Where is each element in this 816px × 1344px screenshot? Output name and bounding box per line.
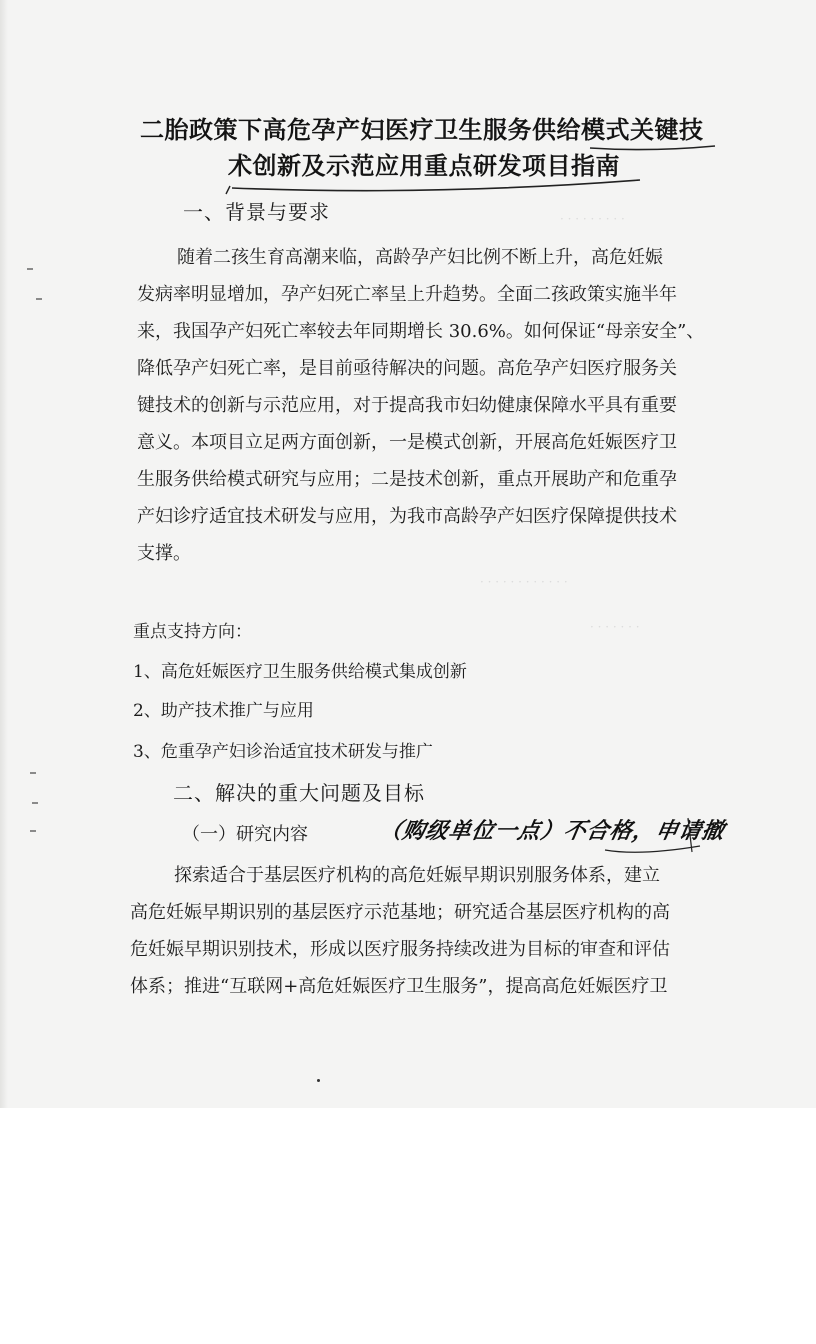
paragraph-line: 随着二孩生育高潮来临，高龄孕产妇比例不断上升，高危妊娠 bbox=[177, 247, 663, 268]
paragraph-line: 高危妊娠早期识别的基层医疗示范基地；研究适合基层医疗机构的高 bbox=[130, 902, 670, 923]
section2-paragraph bbox=[130, 857, 670, 1005]
scan-edge bbox=[0, 0, 8, 1108]
section1-heading: 一、背景与要求 bbox=[183, 200, 330, 224]
paragraph-line: 体系；推进“互联网+高危妊娠医疗卫生服务”，提高高危妊娠医疗卫 bbox=[130, 976, 668, 997]
section1-paragraph bbox=[137, 239, 704, 572]
paragraph-line: 降低孕产妇死亡率，是目前亟待解决的问题。高危孕产妇医疗服务关 bbox=[137, 358, 677, 379]
margin-mark bbox=[27, 268, 33, 270]
subsection1-heading: （一）研究内容 bbox=[182, 824, 308, 845]
focus-item: 2、助产技术推广与应用 bbox=[133, 701, 314, 721]
focus-label: 重点支持方向： bbox=[133, 622, 252, 642]
title-line-1: 二胎政策下高危孕产妇医疗卫生服务供给模式关键技 bbox=[140, 116, 704, 144]
margin-mark bbox=[36, 298, 42, 300]
section2-heading: 二、解决的重大问题及目标 bbox=[173, 781, 425, 805]
paragraph-line: 危妊娠早期识别技术，形成以医疗服务持续改进为目标的审查和评估 bbox=[130, 939, 670, 960]
paragraph-line: 探索适合于基层医疗机构的高危妊娠早期识别服务体系，建立 bbox=[174, 865, 660, 886]
paragraph-line: 意义。本项目立足两方面创新，一是模式创新，开展高危妊娠医疗卫 bbox=[137, 432, 677, 453]
paragraph-line: 来，我国孕产妇死亡率较去年同期增长 30.6%。如何保证“母亲安全”、 bbox=[137, 321, 705, 342]
focus-item: 3、危重孕产妇诊治适宜技术研发与推广 bbox=[133, 742, 433, 762]
margin-mark bbox=[30, 830, 36, 832]
margin-mark bbox=[30, 772, 36, 774]
paragraph-line: 生服务供给模式研究与应用；二是技术创新，重点开展助产和危重孕 bbox=[137, 469, 677, 490]
focus-item: 1、高危妊娠医疗卫生服务供给模式集成创新 bbox=[133, 662, 467, 682]
paragraph-line: 键技术的创新与示范应用，对于提高我市妇幼健康保障水平具有重要 bbox=[137, 395, 677, 416]
paragraph-line: 支撑。 bbox=[137, 543, 191, 564]
paragraph-line: 产妇诊疗适宜技术研发与应用，为我市高龄孕产妇医疗保障提供技术 bbox=[137, 506, 677, 527]
title-line-2: 术创新及示范应用重点研发项目指南 bbox=[228, 152, 620, 180]
document-title bbox=[140, 112, 720, 184]
paragraph-line: 发病率明显增加，孕产妇死亡率呈上升趋势。全面二孩政策实施半年 bbox=[137, 284, 677, 305]
bleed-through: · · · · · · · · · · · · bbox=[480, 575, 568, 589]
handwritten-note: （购级单位一点）不合格，申请撤 bbox=[377, 818, 728, 844]
margin-mark bbox=[32, 802, 38, 804]
bleed-through: · · · · · · · · · bbox=[560, 212, 625, 226]
stray-dot bbox=[317, 1079, 320, 1082]
bleed-through: · · · · · · · bbox=[590, 620, 640, 634]
